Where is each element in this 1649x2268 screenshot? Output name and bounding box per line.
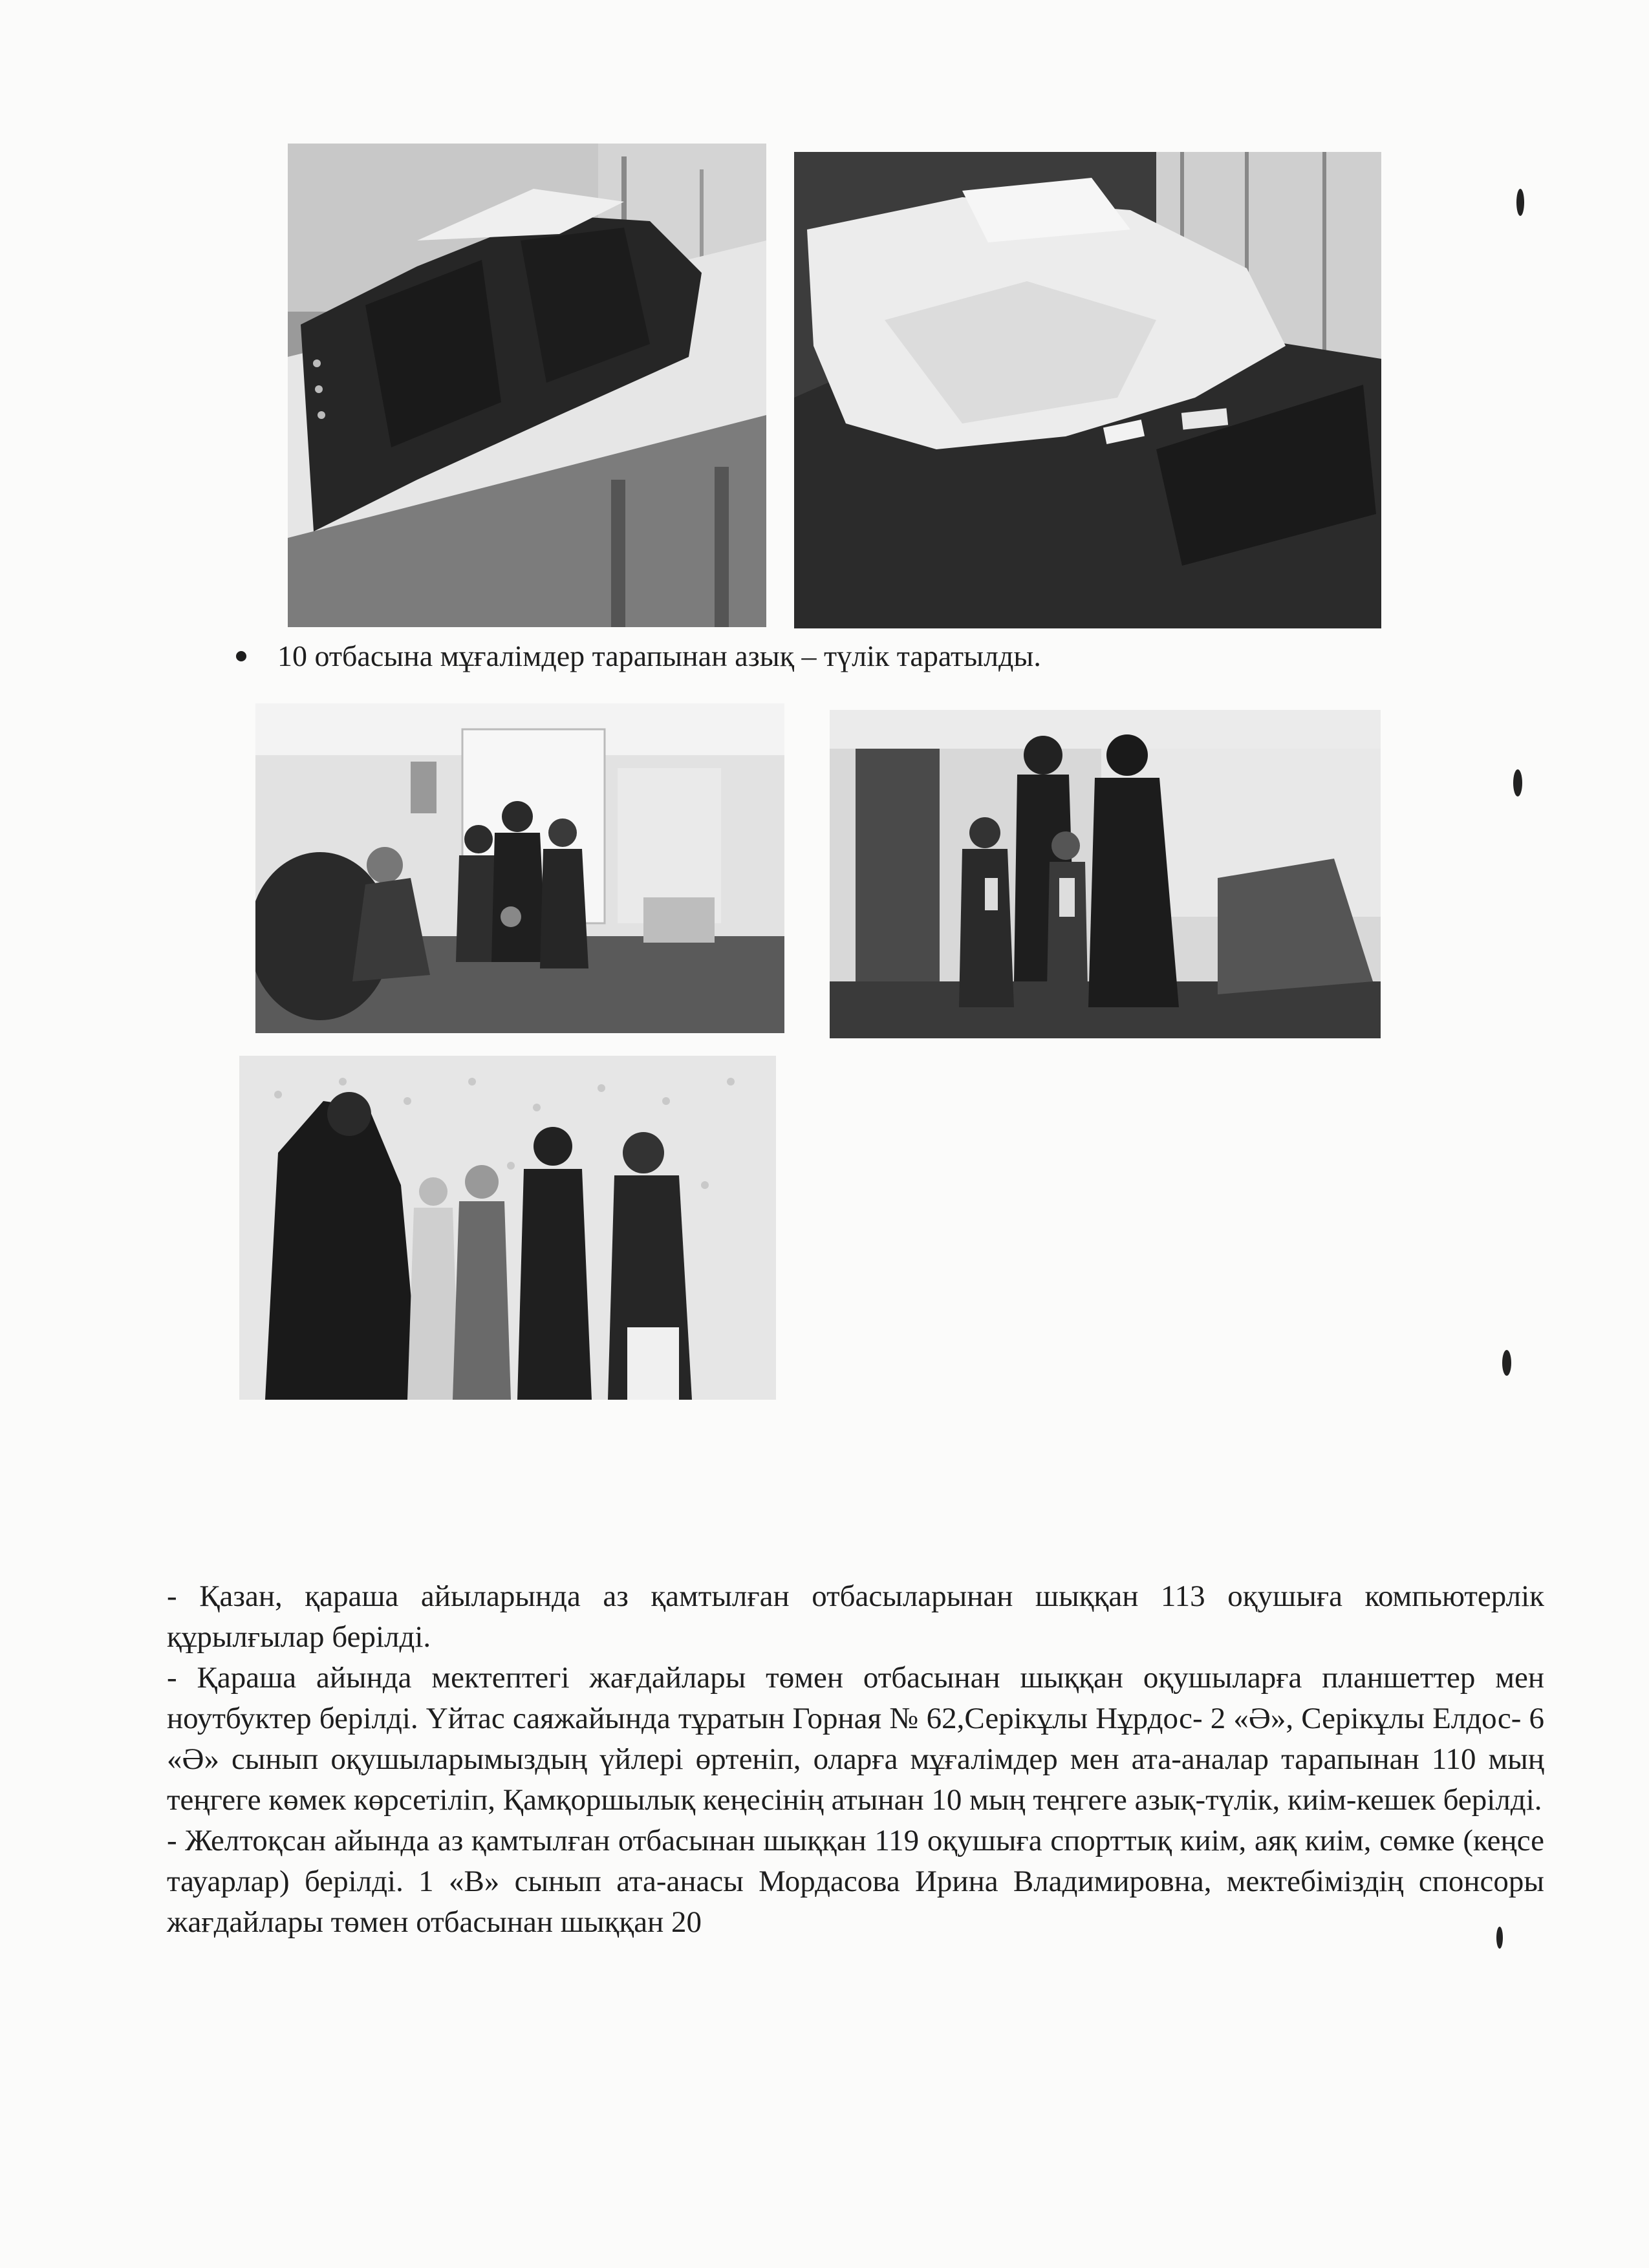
photo-school-uniforms-dark bbox=[288, 144, 766, 627]
family-visit-1-illustration bbox=[255, 703, 784, 1033]
scan-speck bbox=[1502, 1350, 1511, 1376]
scan-speck bbox=[1516, 189, 1524, 216]
bullet-icon bbox=[236, 651, 246, 661]
paragraph-computers: - Қазан, қараша айыларында аз қамтылған отбасыларынан шыққан 113 оқушыға компьютерлік құрылғылар берілді. bbox=[167, 1579, 1544, 1654]
family-visit-2-illustration bbox=[830, 710, 1381, 1038]
paragraph-december-aid: - Желтоқсан айында аз қамтылған отбасынан шыққан 119 оқушыға спорттық киім, аяқ киім, сөмке (кеңсе тауарлар) берілді. 1 «В» сынып ата-анасы Мордасова Ирина Владимировна, мектебіміздің спонсоры жағдайлары төмен отбасынан шыққан 20 bbox=[167, 1824, 1544, 1939]
scan-speck bbox=[1496, 1927, 1503, 1949]
caption-text: 10 отбасына мұғалімдер тарапынан азық – түлік таратылды. bbox=[277, 639, 1041, 672]
paragraph-tablets-fire-aid: - Қараша айында мектептегі жағдайлары төмен отбасынан шыққан оқушыларға планшеттер мен ноутбуктер берілді. Үйтас саяжайында тұратын Горная № 62,Серікұлы Нұрдос- 2 «Ә», Серікұлы Елдос- 6 «Ә» сынып оқушыларымыздың үйлері өртеніп, оларға мұғалімдер мен ата-аналар тарапынан 110 мың теңгеге көмек көрсетіліп, Қамқоршылық кеңесінің атынан 10 мың теңгеге азық-түлік, киім-кешек берілді. bbox=[167, 1661, 1544, 1817]
photo-white-shirts bbox=[794, 152, 1381, 628]
photo-family-visit-3 bbox=[239, 1056, 776, 1400]
photo-family-visit-2 bbox=[830, 710, 1381, 1038]
family-visit-3-illustration bbox=[239, 1056, 776, 1400]
uniforms-illustration bbox=[288, 144, 766, 627]
photo-caption-bullet bbox=[236, 637, 1041, 676]
photo-family-visit-1 bbox=[255, 703, 784, 1033]
shirts-illustration bbox=[794, 152, 1381, 628]
scan-speck bbox=[1513, 769, 1522, 797]
report-body bbox=[167, 1576, 1544, 1943]
